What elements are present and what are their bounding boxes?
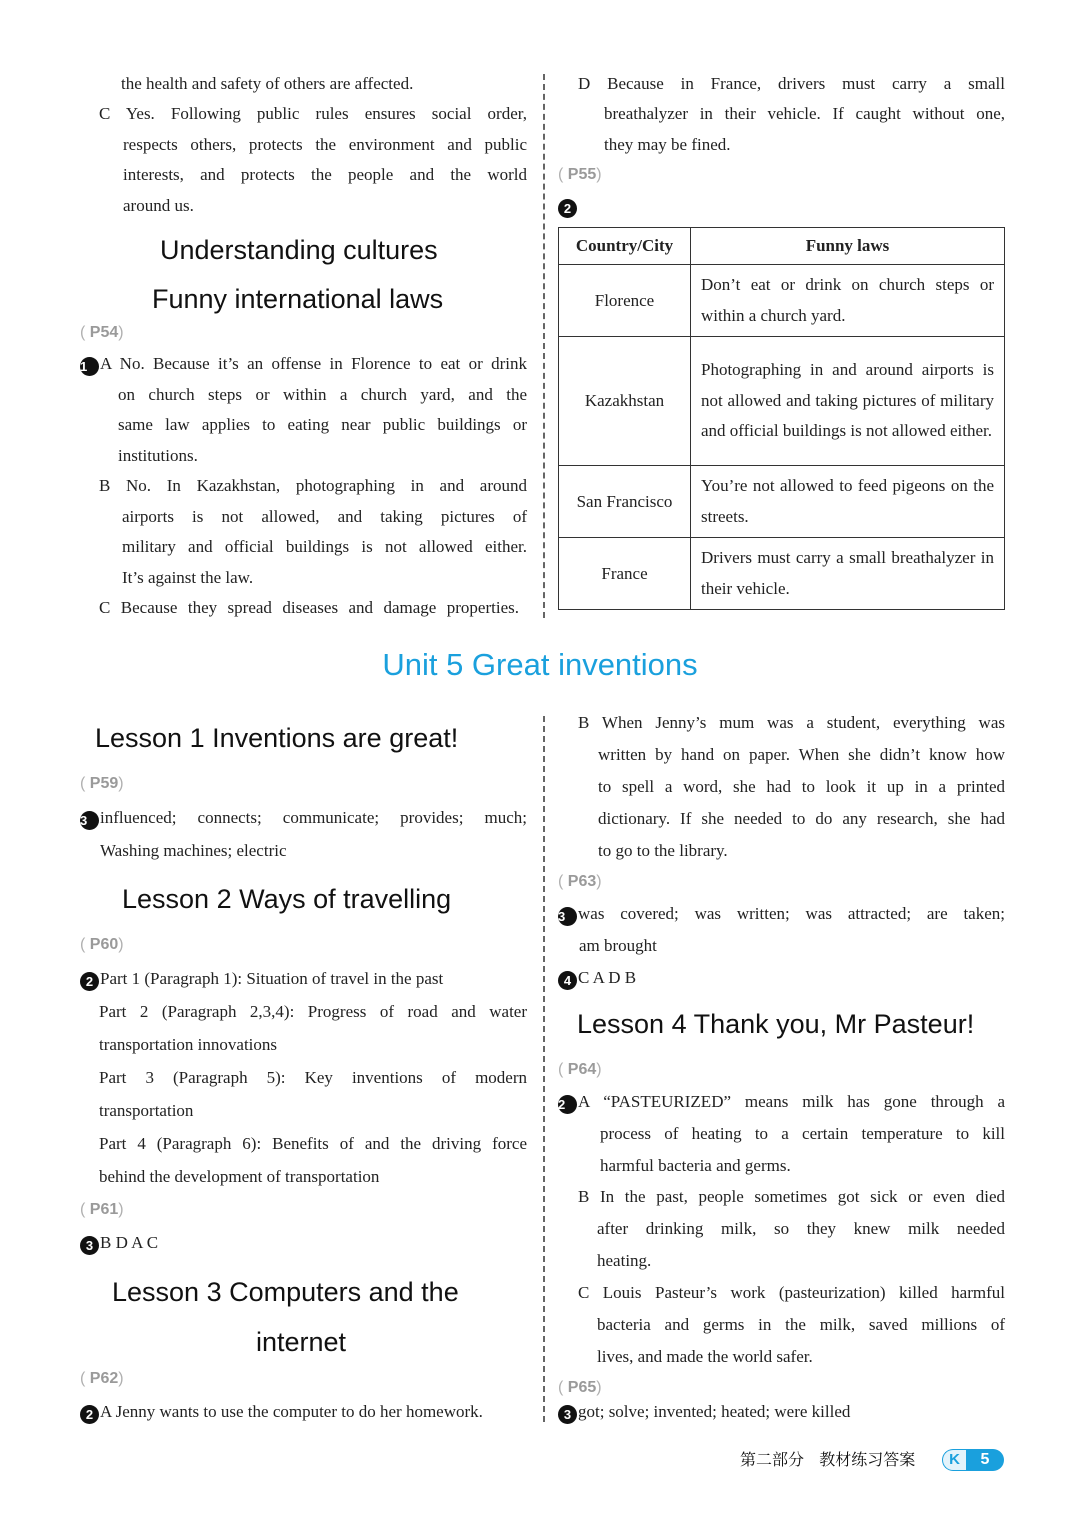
- text-line: bacteria and germs in the milk, saved millions of: [597, 1315, 1005, 1334]
- text-line: they may be fined.: [604, 135, 731, 154]
- text-line: transportation: [99, 1101, 194, 1120]
- text-line: to go to the library.: [598, 841, 728, 860]
- law-cell: Photographing in and around airports is not allowed and taking pictures of military and official buildings is not allowed either.: [691, 337, 1005, 466]
- table-row: [559, 466, 1005, 538]
- number-marker: 3: [558, 1405, 577, 1424]
- number-marker: 3: [80, 1236, 99, 1255]
- section-heading: Understanding cultures: [160, 235, 438, 265]
- page-reference: ( P63): [558, 873, 602, 890]
- answer-line: 2 A Jenny wants to use the computer to do her homework.: [80, 1402, 483, 1424]
- answer-line: [558, 196, 578, 218]
- column-header: Funny laws: [691, 228, 1005, 265]
- text-line: the health and safety of others are affected.: [121, 74, 414, 93]
- answer-b-line: B When Jenny’s mum was a student, everything was: [578, 713, 1005, 732]
- lesson-heading: Lesson 2 Ways of travelling: [122, 884, 452, 914]
- text-line: dictionary. If she needed to do any research, she had: [598, 809, 1005, 828]
- answer-line: 3 B D A C: [80, 1233, 158, 1255]
- page-reference: ( P65): [558, 1379, 602, 1396]
- text-line: Washing machines; electric: [100, 841, 287, 860]
- text-line: am brought: [579, 936, 657, 955]
- number-marker: 2: [80, 1405, 99, 1424]
- text-line: It’s against the law.: [122, 568, 254, 587]
- page-reference: ( P60): [80, 936, 124, 953]
- page-badge: [942, 1449, 1004, 1471]
- section-subheading: Funny international laws: [152, 284, 444, 314]
- answer-c-line: C Louis Pasteur’s work (pasteurization) killed harmful: [578, 1283, 1005, 1302]
- answer-c-line: C Yes. Following public rules ensures social order,: [99, 104, 527, 123]
- answer-line: 3 was covered; was written; was attracted; are taken;: [558, 904, 1005, 924]
- text-line: breathalyzer in their vehicle. If caught without one,: [604, 104, 1005, 123]
- answer-b-line: B In the past, people sometimes got sick or even died: [578, 1187, 1005, 1206]
- page-reference: ( P61): [80, 1201, 124, 1218]
- text-line: behind the development of transportation: [99, 1167, 380, 1186]
- answer-b-line: B No. In Kazakhstan, photographing in and around: [99, 476, 527, 495]
- number-marker: 1: [80, 357, 99, 376]
- number-marker: 4: [558, 971, 577, 990]
- text-line: military and official buildings is not allowed either.: [122, 537, 527, 556]
- answer-line: 2 Part 1 (Paragraph 1): Situation of travel in the past: [80, 969, 443, 991]
- number-marker: 3: [80, 811, 99, 830]
- law-cell: Don’t eat or drink on church steps or within a church yard.: [691, 265, 1005, 337]
- text-line: process of heating to a certain temperature to kill: [600, 1124, 1005, 1143]
- table-row: [559, 337, 1005, 466]
- answer-line: 3 influenced; connects; communicate; provides; much;: [80, 808, 527, 828]
- answer-line: 4 C A D B: [558, 968, 636, 990]
- badge-letter: K: [942, 1449, 966, 1471]
- answer-c-line: C Because they spread diseases and damage properties.: [99, 598, 519, 617]
- column-divider: [543, 716, 545, 1422]
- country-cell: Florence: [559, 265, 691, 337]
- lesson-heading-continued: internet: [256, 1327, 347, 1357]
- answer-line: 1 A No. Because it’s an offense in Florence to eat or drink: [80, 354, 527, 374]
- country-cell: Kazakhstan: [559, 337, 691, 466]
- number-marker: 3: [558, 907, 577, 926]
- text-line: to spell a word, she had to look it up in a printed: [598, 777, 1005, 796]
- table-header-row: [559, 228, 1005, 265]
- page-number: 5: [966, 1449, 1004, 1471]
- text-line: on church steps or within a church yard, and the: [118, 385, 527, 404]
- text-line: after drinking milk, so they knew milk needed: [597, 1219, 1005, 1238]
- law-cell: Drivers must carry a small breathalyzer in their vehicle.: [691, 538, 1005, 610]
- funny-laws-table: [558, 227, 1005, 610]
- lesson-heading: Lesson 1 Inventions are great!: [95, 723, 459, 753]
- answer-line: 2 A “PASTEURIZED” means milk has gone through a: [558, 1092, 1005, 1112]
- text-line: Part 4 (Paragraph 6): Benefits of and the driving force: [99, 1134, 527, 1153]
- page-reference: ( P55): [558, 166, 602, 183]
- number-marker: 2: [558, 1095, 577, 1114]
- text-line: respects others, protects the environment and public: [123, 135, 527, 154]
- text-line: interests, and protects the people and the world: [123, 165, 527, 184]
- text-line: airports is not allowed, and taking pictures of: [122, 507, 527, 526]
- table-row: [559, 265, 1005, 337]
- text-line: same law applies to eating near public buildings or: [118, 415, 527, 434]
- lesson-heading: Lesson 4 Thank you, Mr Pasteur!: [577, 1009, 975, 1039]
- unit-title: Unit 5 Great inventions: [382, 647, 698, 682]
- text-line: Part 2 (Paragraph 2,3,4): Progress of road and water: [99, 1002, 527, 1021]
- column-header: Country/City: [559, 228, 691, 265]
- page-reference: ( P62): [80, 1370, 124, 1387]
- country-cell: San Francisco: [559, 466, 691, 538]
- column-divider: [543, 74, 545, 618]
- number-marker: 2: [558, 199, 577, 218]
- lesson-heading: Lesson 3 Computers and the: [112, 1277, 459, 1307]
- text-line: harmful bacteria and germs.: [600, 1156, 791, 1175]
- answer-line: 3 got; solve; invented; heated; were killed: [558, 1402, 850, 1424]
- text-line: heating.: [597, 1251, 652, 1270]
- law-cell: You’re not allowed to feed pigeons on the streets.: [691, 466, 1005, 538]
- number-marker: 2: [80, 972, 99, 991]
- country-cell: France: [559, 538, 691, 610]
- text-line: around us.: [123, 196, 194, 215]
- text-line: transportation innovations: [99, 1035, 278, 1054]
- page-reference: ( P54): [80, 324, 124, 341]
- table-row: [559, 538, 1005, 610]
- answer-d-line: D Because in France, drivers must carry a small: [578, 74, 1005, 93]
- text-line: Part 3 (Paragraph 5): Key inventions of modern: [99, 1068, 527, 1087]
- text-line: written by hand on paper. When she didn’t know how: [598, 745, 1005, 764]
- text-line: lives, and made the world safer.: [597, 1347, 813, 1366]
- footer-section-label: 第二部分 教材练习答案: [740, 1450, 916, 1469]
- page-reference: ( P64): [558, 1061, 602, 1078]
- page-reference: ( P59): [80, 775, 124, 792]
- text-line: institutions.: [118, 446, 198, 465]
